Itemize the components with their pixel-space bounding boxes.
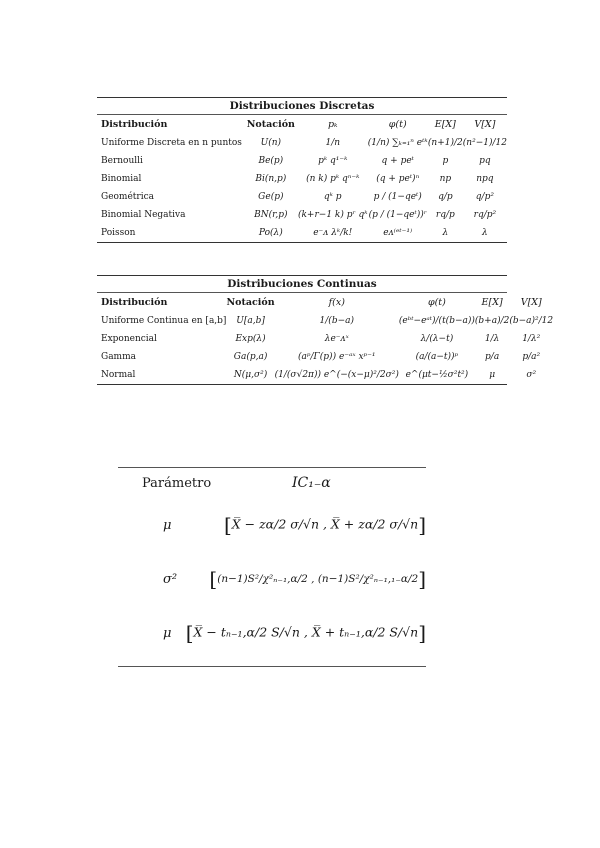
characteristic-function-cell: (eᵇᵗ−eᵃᵗ)/(t(b−a)) bbox=[398, 316, 475, 326]
ci-interval bbox=[209, 567, 426, 591]
expectation-cell: p/a bbox=[485, 352, 500, 362]
notation-cell: Exp(λ) bbox=[235, 334, 266, 344]
mass-or-density-cell: (n k) pᵏ qⁿ⁻ᵏ bbox=[306, 174, 360, 184]
characteristic-function-cell: p / (1−qeᵗ) bbox=[373, 192, 422, 202]
expectation-cell: rq/p bbox=[435, 210, 455, 220]
distribution-name-cell: Binomial bbox=[101, 174, 142, 184]
header-expectation: E[X] bbox=[434, 119, 456, 130]
ci-header-interval: IC₁₋α bbox=[292, 475, 331, 491]
left-bracket: [ bbox=[223, 513, 232, 537]
expectation-cell: p bbox=[442, 156, 449, 166]
mass-or-density-cell: λe⁻ᴧˣ bbox=[324, 334, 349, 344]
expectation-cell: λ bbox=[442, 228, 449, 238]
table-row bbox=[97, 366, 553, 384]
right-bracket: ] bbox=[418, 513, 426, 537]
mass-or-density-cell: qᵏ p bbox=[323, 192, 342, 202]
table-row bbox=[97, 206, 507, 224]
table-row bbox=[97, 312, 553, 330]
discrete-caption: Distribuciones Discretas bbox=[229, 100, 375, 112]
header-phi: φ(t) bbox=[427, 297, 446, 308]
header-distribution: Distribución bbox=[101, 297, 168, 308]
variance-cell: rq/p² bbox=[473, 210, 497, 220]
header-notation: Notación bbox=[246, 119, 295, 130]
notation-cell: U[a,b] bbox=[236, 316, 265, 326]
discrete-header-row bbox=[97, 115, 507, 134]
header-variance: V[X] bbox=[520, 297, 542, 308]
variance-cell: (b−a)²/12 bbox=[509, 316, 554, 326]
variance-cell: npq bbox=[476, 174, 494, 184]
ci-parameter: μ bbox=[163, 625, 172, 641]
expectation-cell: (b+a)/2 bbox=[474, 316, 510, 326]
ci-interval-value: (n−1)S²/χ²ₙ₋₁,α/2 , (n−1)S²/χ²ₙ₋₁,₁₋α/2 bbox=[217, 573, 419, 585]
mass-or-density-cell: 1/(b−a) bbox=[319, 316, 354, 326]
ci-row bbox=[118, 552, 426, 606]
variance-cell: q/p² bbox=[475, 192, 494, 202]
table-row bbox=[97, 188, 507, 206]
mass-or-density-cell: (k+r−1 k) pʳ qᵏ bbox=[297, 210, 368, 220]
right-bracket: ] bbox=[418, 567, 426, 591]
ci-interval-value: X̅ − tₙ₋₁,α/2 S/√n , X̅ + tₙ₋₁,α/2 S/√n bbox=[193, 624, 419, 640]
mass-or-density-cell: e⁻ᴧ λᵏ/k! bbox=[313, 228, 353, 238]
expectation-cell: (n+1)/2 bbox=[427, 138, 463, 148]
distribution-name-cell: Exponencial bbox=[101, 334, 157, 344]
expectation-cell: np bbox=[439, 174, 452, 184]
mass-or-density-cell: (aᵖ/Γ(p)) e⁻ᵃˣ xᵖ⁻¹ bbox=[298, 352, 376, 362]
distribution-name-cell: Poisson bbox=[101, 228, 136, 238]
continuous-grid bbox=[97, 293, 553, 384]
ci-header-parameter: Parámetro bbox=[142, 475, 212, 491]
variance-cell: p/a² bbox=[522, 352, 541, 362]
mass-or-density-cell: (1/(σ√2π)) e^(−(x−μ)²/2σ²) bbox=[274, 370, 399, 380]
table-row bbox=[97, 134, 507, 152]
left-bracket: [ bbox=[209, 567, 218, 591]
table-row bbox=[97, 170, 507, 188]
distribution-name-cell: Binomial Negativa bbox=[101, 210, 186, 220]
mass-or-density-cell: pᵏ q¹⁻ᵏ bbox=[318, 156, 348, 166]
table-row bbox=[97, 348, 553, 366]
characteristic-function-cell: (1/n) ∑ₖ₌₁ⁿ eᵗᵏ bbox=[367, 138, 428, 148]
right-bracket: ] bbox=[418, 621, 426, 645]
notation-cell: Ge(p) bbox=[258, 192, 284, 202]
ci-row bbox=[118, 606, 426, 660]
ci-body bbox=[118, 498, 426, 660]
table-row bbox=[97, 330, 553, 348]
notation-cell: N(μ,σ²) bbox=[233, 370, 268, 380]
expectation-cell: μ bbox=[489, 370, 496, 380]
expectation-cell: q/p bbox=[438, 192, 453, 202]
continuous-header-row bbox=[97, 293, 553, 312]
distribution-name-cell: Gamma bbox=[101, 352, 136, 362]
distribution-name-cell: Uniforme Discreta en n puntos bbox=[101, 138, 242, 148]
header-distribution: Distribución bbox=[101, 119, 168, 130]
header-phi: φ(t) bbox=[388, 119, 407, 130]
characteristic-function-cell: (a/(a−t))ᵖ bbox=[415, 352, 459, 362]
ci-parameter: σ² bbox=[163, 571, 178, 587]
table-row bbox=[97, 224, 507, 242]
variance-cell: λ bbox=[482, 228, 488, 238]
ci-interval bbox=[224, 513, 426, 537]
bottom-rule bbox=[97, 242, 507, 243]
confidence-interval-table bbox=[118, 467, 426, 667]
characteristic-function-cell: eᴧ⁽ᵉᵗ⁻¹⁾ bbox=[383, 228, 413, 238]
distribution-name-cell: Uniforme Continua en [a,b] bbox=[101, 316, 227, 326]
characteristic-function-cell: λ/(λ−t) bbox=[420, 334, 454, 344]
header-expectation: E[X] bbox=[481, 297, 503, 308]
characteristic-function-cell: (q + peᵗ)ⁿ bbox=[376, 174, 420, 184]
header-fx: f(x) bbox=[328, 297, 345, 308]
header-notation: Notación bbox=[226, 297, 275, 308]
table-row bbox=[97, 152, 507, 170]
distribution-name-cell: Normal bbox=[101, 370, 136, 380]
characteristic-function-cell: (p / (1−qeᵗ))ʳ bbox=[368, 210, 427, 220]
distribution-name-cell: Bernoulli bbox=[101, 156, 143, 166]
ci-row bbox=[118, 498, 426, 552]
discrete-grid bbox=[97, 115, 507, 242]
continuous-caption: Distribuciones Continuas bbox=[227, 278, 377, 290]
header-pk: pₖ bbox=[327, 119, 338, 130]
characteristic-function-cell: q + peᵗ bbox=[381, 156, 414, 166]
mass-or-density-cell: 1/n bbox=[325, 138, 341, 148]
distribution-name-cell: Geométrica bbox=[101, 192, 154, 202]
ci-interval-value: X̅ − zα/2 σ/√n , X̅ + zα/2 σ/√n bbox=[231, 516, 419, 532]
ci-header-row bbox=[118, 468, 426, 498]
notation-cell: Po(λ) bbox=[258, 228, 283, 238]
variance-cell: σ² bbox=[526, 370, 537, 380]
variance-cell: (n²−1)/12 bbox=[462, 138, 507, 148]
discrete-table bbox=[97, 97, 507, 243]
ci-parameter: μ bbox=[163, 517, 172, 533]
ci-bottom-rule bbox=[118, 666, 426, 667]
notation-cell: BN(r,p) bbox=[254, 210, 288, 220]
variance-cell: pq bbox=[479, 156, 491, 166]
left-bracket: [ bbox=[185, 621, 194, 645]
bottom-rule bbox=[97, 384, 507, 385]
continuous-table bbox=[97, 275, 554, 385]
ci-interval bbox=[186, 621, 426, 645]
notation-cell: Be(p) bbox=[258, 156, 284, 166]
variance-cell: 1/λ² bbox=[522, 334, 541, 344]
notation-cell: U(n) bbox=[260, 138, 282, 148]
header-variance: V[X] bbox=[474, 119, 496, 130]
expectation-cell: 1/λ bbox=[484, 334, 500, 344]
characteristic-function-cell: e^(μt−½σ²t²) bbox=[405, 370, 469, 380]
notation-cell: Bi(n,p) bbox=[255, 174, 287, 184]
notation-cell: Ga(p,a) bbox=[233, 352, 268, 362]
